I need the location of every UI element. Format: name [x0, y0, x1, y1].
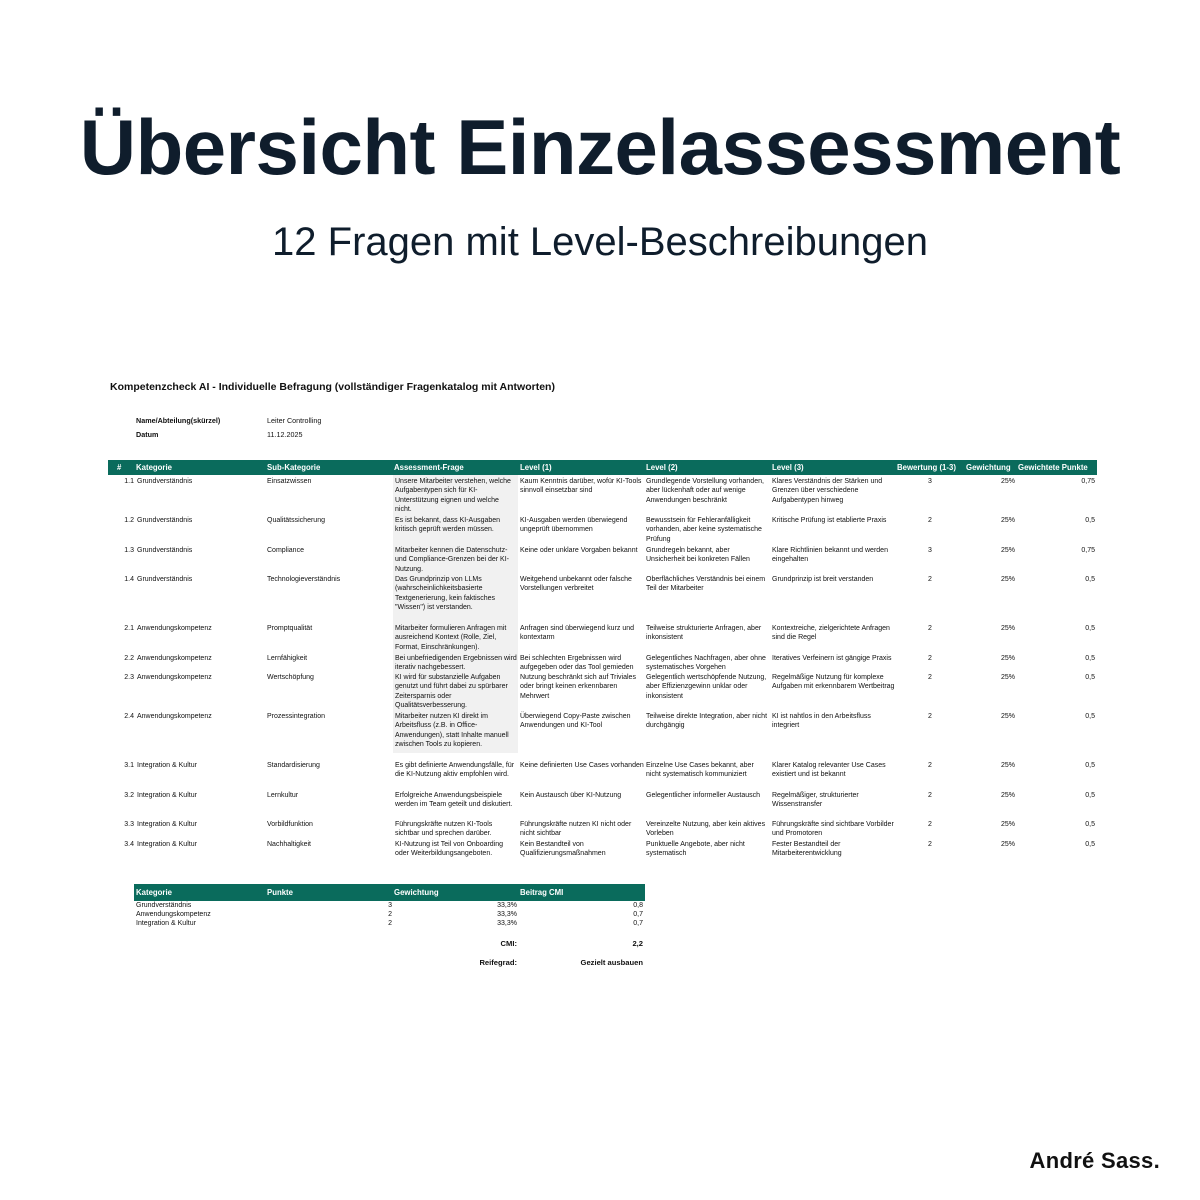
col-frage: Assessment-Frage: [394, 463, 464, 472]
row-l2: Einzelne Use Cases bekannt, aber nicht systematisch kommuniziert: [646, 762, 754, 779]
name-value: Leiter Controlling: [267, 416, 322, 425]
row-l1: KI-Ausgaben werden überwiegend ungeprüft übernommen: [520, 517, 628, 534]
row-gewichtung: 25%: [1000, 762, 1015, 769]
row-l1: Keine oder unklare Vorgaben bekannt: [520, 547, 638, 554]
summary-gewichtung: 33,3%: [497, 920, 517, 927]
row-l3: Kritische Prüfung ist etablierte Praxis: [772, 517, 887, 524]
row-punkte: 0,5: [1085, 674, 1095, 681]
row-frage: Führungskräfte nutzen KI-Tools sichtbar und sprechen darüber.: [395, 821, 493, 838]
summary-beitrag: 0,7: [633, 920, 643, 927]
row-bewertung: 2: [928, 762, 932, 769]
row-frage: Erfolgreiche Anwendungsbeispiele werden im Team geteilt und diskutiert.: [395, 792, 513, 809]
row-l3: Iteratives Verfeinern ist gängige Praxis: [772, 655, 892, 662]
row-l2: Gelegentliches Nachfragen, aber ohne systematisches Vorgehen: [646, 655, 766, 672]
row-kategorie: Anwendungskompetenz: [137, 674, 212, 681]
col-l1: Level (1): [520, 463, 552, 472]
summary-col-kategorie: Kategorie: [136, 888, 172, 897]
row-sub: Wertschöpfung: [267, 674, 314, 681]
summary-beitrag: 0,7: [633, 911, 643, 918]
row-frage: KI-Nutzung ist Teil von Onboarding oder Weiterbildungsangeboten.: [395, 841, 504, 858]
row-l2: Bewusstsein für Fehleranfälligkeit vorhanden, aber keine systematische Prüfung: [646, 517, 762, 543]
row-punkte: 0,5: [1085, 517, 1095, 524]
col-l2: Level (2): [646, 463, 678, 472]
row-l2: Oberflächliches Verständnis bei einem Teil der Mitarbeiter: [646, 576, 766, 593]
row-l3: Klare Richtlinien bekannt und werden eingehalten: [772, 547, 888, 564]
row-frage: Unsere Mitarbeiter verstehen, welche Aufgabentypen sich für KI-Unterstützung eignen und welche nicht.: [395, 478, 511, 514]
row-punkte: 0,5: [1085, 655, 1095, 662]
row-frage: Das Grundprinzip von LLMs (wahrscheinlichkeitsbasierte Textgenerierung, kein faktisches "Wissen") ist verstanden.: [395, 576, 495, 612]
row-num: 2.2: [124, 655, 134, 662]
row-l3: Grundprinzip ist breit verstanden: [772, 576, 874, 583]
row-sub: Nachhaltigkeit: [267, 841, 311, 848]
row-gewichtung: 25%: [1000, 517, 1015, 524]
col-gewichtung: Gewichtung: [966, 463, 1011, 472]
row-l3: Klares Verständnis der Stärken und Grenzen über verschiedene Aufgabentypen hinweg: [772, 478, 883, 504]
col-l3: Level (3): [772, 463, 804, 472]
row-punkte: 0,5: [1085, 713, 1095, 720]
row-bewertung: 2: [928, 576, 932, 583]
col-bewertung: Bewertung (1-3): [897, 463, 956, 472]
row-punkte: 0,5: [1085, 792, 1095, 799]
summary-punkte: 2: [388, 911, 392, 918]
name-label: Name/Abteilung(skürzel): [136, 416, 221, 425]
summary-col-gewichtung: Gewichtung: [394, 888, 439, 897]
summary-gewichtung: 33,3%: [497, 902, 517, 909]
row-bewertung: 2: [928, 625, 932, 632]
row-kategorie: Anwendungskompetenz: [137, 625, 212, 632]
row-gewichtung: 25%: [1000, 821, 1015, 828]
sheet-title: Kompetenzcheck AI - Individuelle Befragung (vollständiger Fragenkatalog mit Antworten): [110, 381, 555, 393]
row-bewertung: 2: [928, 674, 932, 681]
row-l1: Anfragen sind überwiegend kurz und kontextarm: [520, 625, 635, 642]
row-gewichtung: 25%: [1000, 674, 1015, 681]
row-l3: Kontextreiche, zielgerichtete Anfragen sind die Regel: [772, 625, 890, 642]
row-l2: Teilweise strukturierte Anfragen, aber inkonsistent: [646, 625, 762, 642]
row-sub: Qualitätssicherung: [267, 517, 325, 524]
row-bewertung: 3: [928, 547, 932, 554]
row-punkte: 0,5: [1085, 841, 1095, 848]
summary-col-punkte: Punkte: [267, 888, 293, 897]
row-kategorie: Integration & Kultur: [137, 841, 197, 848]
row-kategorie: Integration & Kultur: [137, 762, 197, 769]
row-gewichtung: 25%: [1000, 841, 1015, 848]
row-gewichtung: 25%: [1000, 547, 1015, 554]
reifegrad-value: Gezielt ausbauen: [580, 958, 643, 967]
reifegrad-label: Reifegrad:: [479, 958, 517, 967]
row-num: 3.2: [124, 792, 134, 799]
row-l3: Regelmäßige Nutzung für komplexe Aufgaben mit erkennbarem Wertbeitrag: [772, 674, 895, 691]
row-l3: KI ist nahtlos in den Arbeitsfluss integriert: [772, 713, 871, 730]
row-sub: Standardisierung: [267, 762, 320, 769]
row-l2: Grundlegende Vorstellung vorhanden, aber lückenhaft oder auf wenige Anwendungen beschränkt: [646, 478, 764, 504]
row-l2: Grundregeln bekannt, aber Unsicherheit bei konkreten Fällen: [646, 547, 750, 564]
row-sub: Vorbildfunktion: [267, 821, 313, 828]
row-frage: Mitarbeiter formulieren Anfragen mit ausreichend Kontext (Rolle, Ziel, Format, Einschränkungen).: [395, 625, 507, 651]
row-frage: Mitarbeiter nutzen KI direkt im Arbeitsfluss (z.B. in Office-Anwendungen), statt Inhalte manuell zwischen Tools zu kopieren.: [395, 713, 509, 749]
row-kategorie: Grundverständnis: [137, 478, 193, 485]
row-sub: Promptqualität: [267, 625, 313, 632]
author-brand: André Sass.: [1029, 1148, 1160, 1173]
row-l1: Kaum Kenntnis darüber, wofür KI-Tools sinnvoll einsetzbar sind: [520, 478, 642, 495]
row-kategorie: Anwendungskompetenz: [137, 713, 212, 720]
row-kategorie: Grundverständnis: [137, 547, 193, 554]
row-l2: Gelegentlicher informeller Austausch: [646, 792, 761, 799]
col-num: #: [117, 463, 122, 472]
row-l1: Führungskräfte nutzen KI nicht oder nicht sichtbar: [520, 821, 632, 838]
row-l1: Kein Austausch über KI-Nutzung: [520, 792, 622, 799]
row-l2: Vereinzelte Nutzung, aber kein aktives Vorleben: [646, 821, 766, 838]
row-sub: Prozessintegration: [267, 713, 325, 720]
row-l3: Führungskräfte sind sichtbare Vorbilder und Promotoren: [772, 821, 894, 838]
row-num: 3.4: [124, 841, 134, 848]
row-num: 2.1: [124, 625, 134, 632]
row-kategorie: Anwendungskompetenz: [137, 655, 212, 662]
cmi-value: 2,2: [632, 939, 643, 948]
row-gewichtung: 25%: [1000, 655, 1015, 662]
row-bewertung: 2: [928, 841, 932, 848]
row-l1: Überwiegend Copy-Paste zwischen Anwendungen und KI-Tool: [520, 713, 631, 730]
row-l2: Teilweise direkte Integration, aber nicht durchgängig: [646, 713, 768, 730]
row-kategorie: Grundverständnis: [137, 576, 193, 583]
row-kategorie: Integration & Kultur: [137, 792, 197, 799]
row-punkte: 0,5: [1085, 625, 1095, 632]
page-subtitle: 12 Fragen mit Level-Beschreibungen: [272, 220, 928, 264]
row-l1: Weitgehend unbekannt oder falsche Vorstellungen verbreitet: [520, 576, 632, 593]
row-l1: Kein Bestandteil von Qualifizierungsmaßnahmen: [520, 841, 606, 858]
page-title: Übersicht Einzelassessment: [79, 103, 1121, 191]
row-sub: Technologieverständnis: [267, 576, 341, 583]
row-gewichtung: 25%: [1000, 576, 1015, 583]
row-num: 1.4: [124, 576, 134, 583]
summary-header: [134, 884, 645, 901]
row-bewertung: 3: [928, 478, 932, 485]
row-punkte: 0,75: [1081, 547, 1095, 554]
row-l3: Regelmäßiger, strukturierter Wissenstransfer: [772, 792, 859, 809]
col-kategorie: Kategorie: [136, 463, 172, 472]
row-sub: Einsatzwissen: [267, 478, 312, 485]
summary-beitrag: 0,8: [633, 902, 643, 909]
summary-row: [0, 902, 1200, 911]
row-punkte: 0,75: [1081, 478, 1095, 485]
row-frage: Es ist bekannt, dass KI-Ausgaben kritisch geprüft werden müssen.: [395, 517, 501, 534]
row-l3: Klarer Katalog relevanter Use Cases existiert und ist bekannt: [772, 762, 886, 779]
col-punkte: Gewichtete Punkte: [1018, 463, 1088, 472]
summary-kategorie: Integration & Kultur: [136, 920, 196, 927]
summary-row: [0, 911, 1200, 920]
row-punkte: 0,5: [1085, 821, 1095, 828]
row-num: 3.1: [124, 762, 134, 769]
row-num: 1.3: [124, 547, 134, 554]
row-l3: Fester Bestandteil der Mitarbeiterentwicklung: [772, 841, 842, 858]
summary-col-beitrag: Beitrag CMI: [520, 888, 564, 897]
row-frage: Bei unbefriedigenden Ergebnissen wird iterativ nachgebessert.: [395, 655, 517, 672]
summary-kategorie: Grundverständnis: [136, 902, 192, 909]
row-num: 1.1: [124, 478, 134, 485]
row-num: 1.2: [124, 517, 134, 524]
date-value: 11.12.2025: [267, 430, 303, 439]
row-punkte: 0,5: [1085, 762, 1095, 769]
row-frage: Es gibt definierte Anwendungsfälle, für die KI-Nutzung aktiv empfohlen wird.: [395, 762, 515, 779]
row-l2: Punktuelle Angebote, aber nicht systematisch: [646, 841, 745, 858]
row-sub: Lernfähigkeit: [267, 655, 308, 662]
row-gewichtung: 25%: [1000, 713, 1015, 720]
row-l1: Nutzung beschränkt sich auf Triviales oder bringt keinen erkennbaren Mehrwert: [520, 674, 636, 700]
summary-kategorie: Anwendungskompetenz: [136, 911, 211, 918]
row-bewertung: 2: [928, 713, 932, 720]
row-sub: Lernkultur: [267, 792, 299, 799]
summary-punkte: 3: [388, 902, 392, 909]
row-num: 2.3: [124, 674, 134, 681]
row-kategorie: Grundverständnis: [137, 517, 193, 524]
summary-gewichtung: 33,3%: [497, 911, 517, 918]
row-num: 3.3: [124, 821, 134, 828]
row-gewichtung: 25%: [1000, 792, 1015, 799]
row-l1: Keine definierten Use Cases vorhanden: [520, 762, 644, 769]
col-sub: Sub-Kategorie: [267, 463, 321, 472]
row-bewertung: 2: [928, 517, 932, 524]
row-num: 2.4: [124, 713, 134, 720]
row-punkte: 0,5: [1085, 576, 1095, 583]
summary-punkte: 2: [388, 920, 392, 927]
row-bewertung: 2: [928, 792, 932, 799]
row-bewertung: 2: [928, 655, 932, 662]
row-sub: Compliance: [267, 547, 304, 554]
row-gewichtung: 25%: [1000, 478, 1015, 485]
date-label: Datum: [136, 430, 159, 439]
row-l2: Gelegentlich wertschöpfende Nutzung, aber Effizienzgewinn unklar oder inkonsistent: [646, 674, 767, 700]
row-bewertung: 2: [928, 821, 932, 828]
row-kategorie: Integration & Kultur: [137, 821, 197, 828]
row-frage: Mitarbeiter kennen die Datenschutz- und Compliance-Grenzen bei der KI-Nutzung.: [395, 547, 510, 573]
row-l1: Bei schlechten Ergebnissen wird aufgegeben oder das Tool gemieden: [520, 655, 634, 672]
cmi-label: CMI:: [500, 939, 517, 948]
summary-row: [0, 920, 1200, 929]
row-frage: KI wird für substanzielle Aufgaben genutzt und führt dabei zu spürbarer Zeitersparnis oder Qualitätsverbesserung.: [395, 674, 508, 710]
row-gewichtung: 25%: [1000, 625, 1015, 632]
table-header: [108, 460, 1097, 475]
